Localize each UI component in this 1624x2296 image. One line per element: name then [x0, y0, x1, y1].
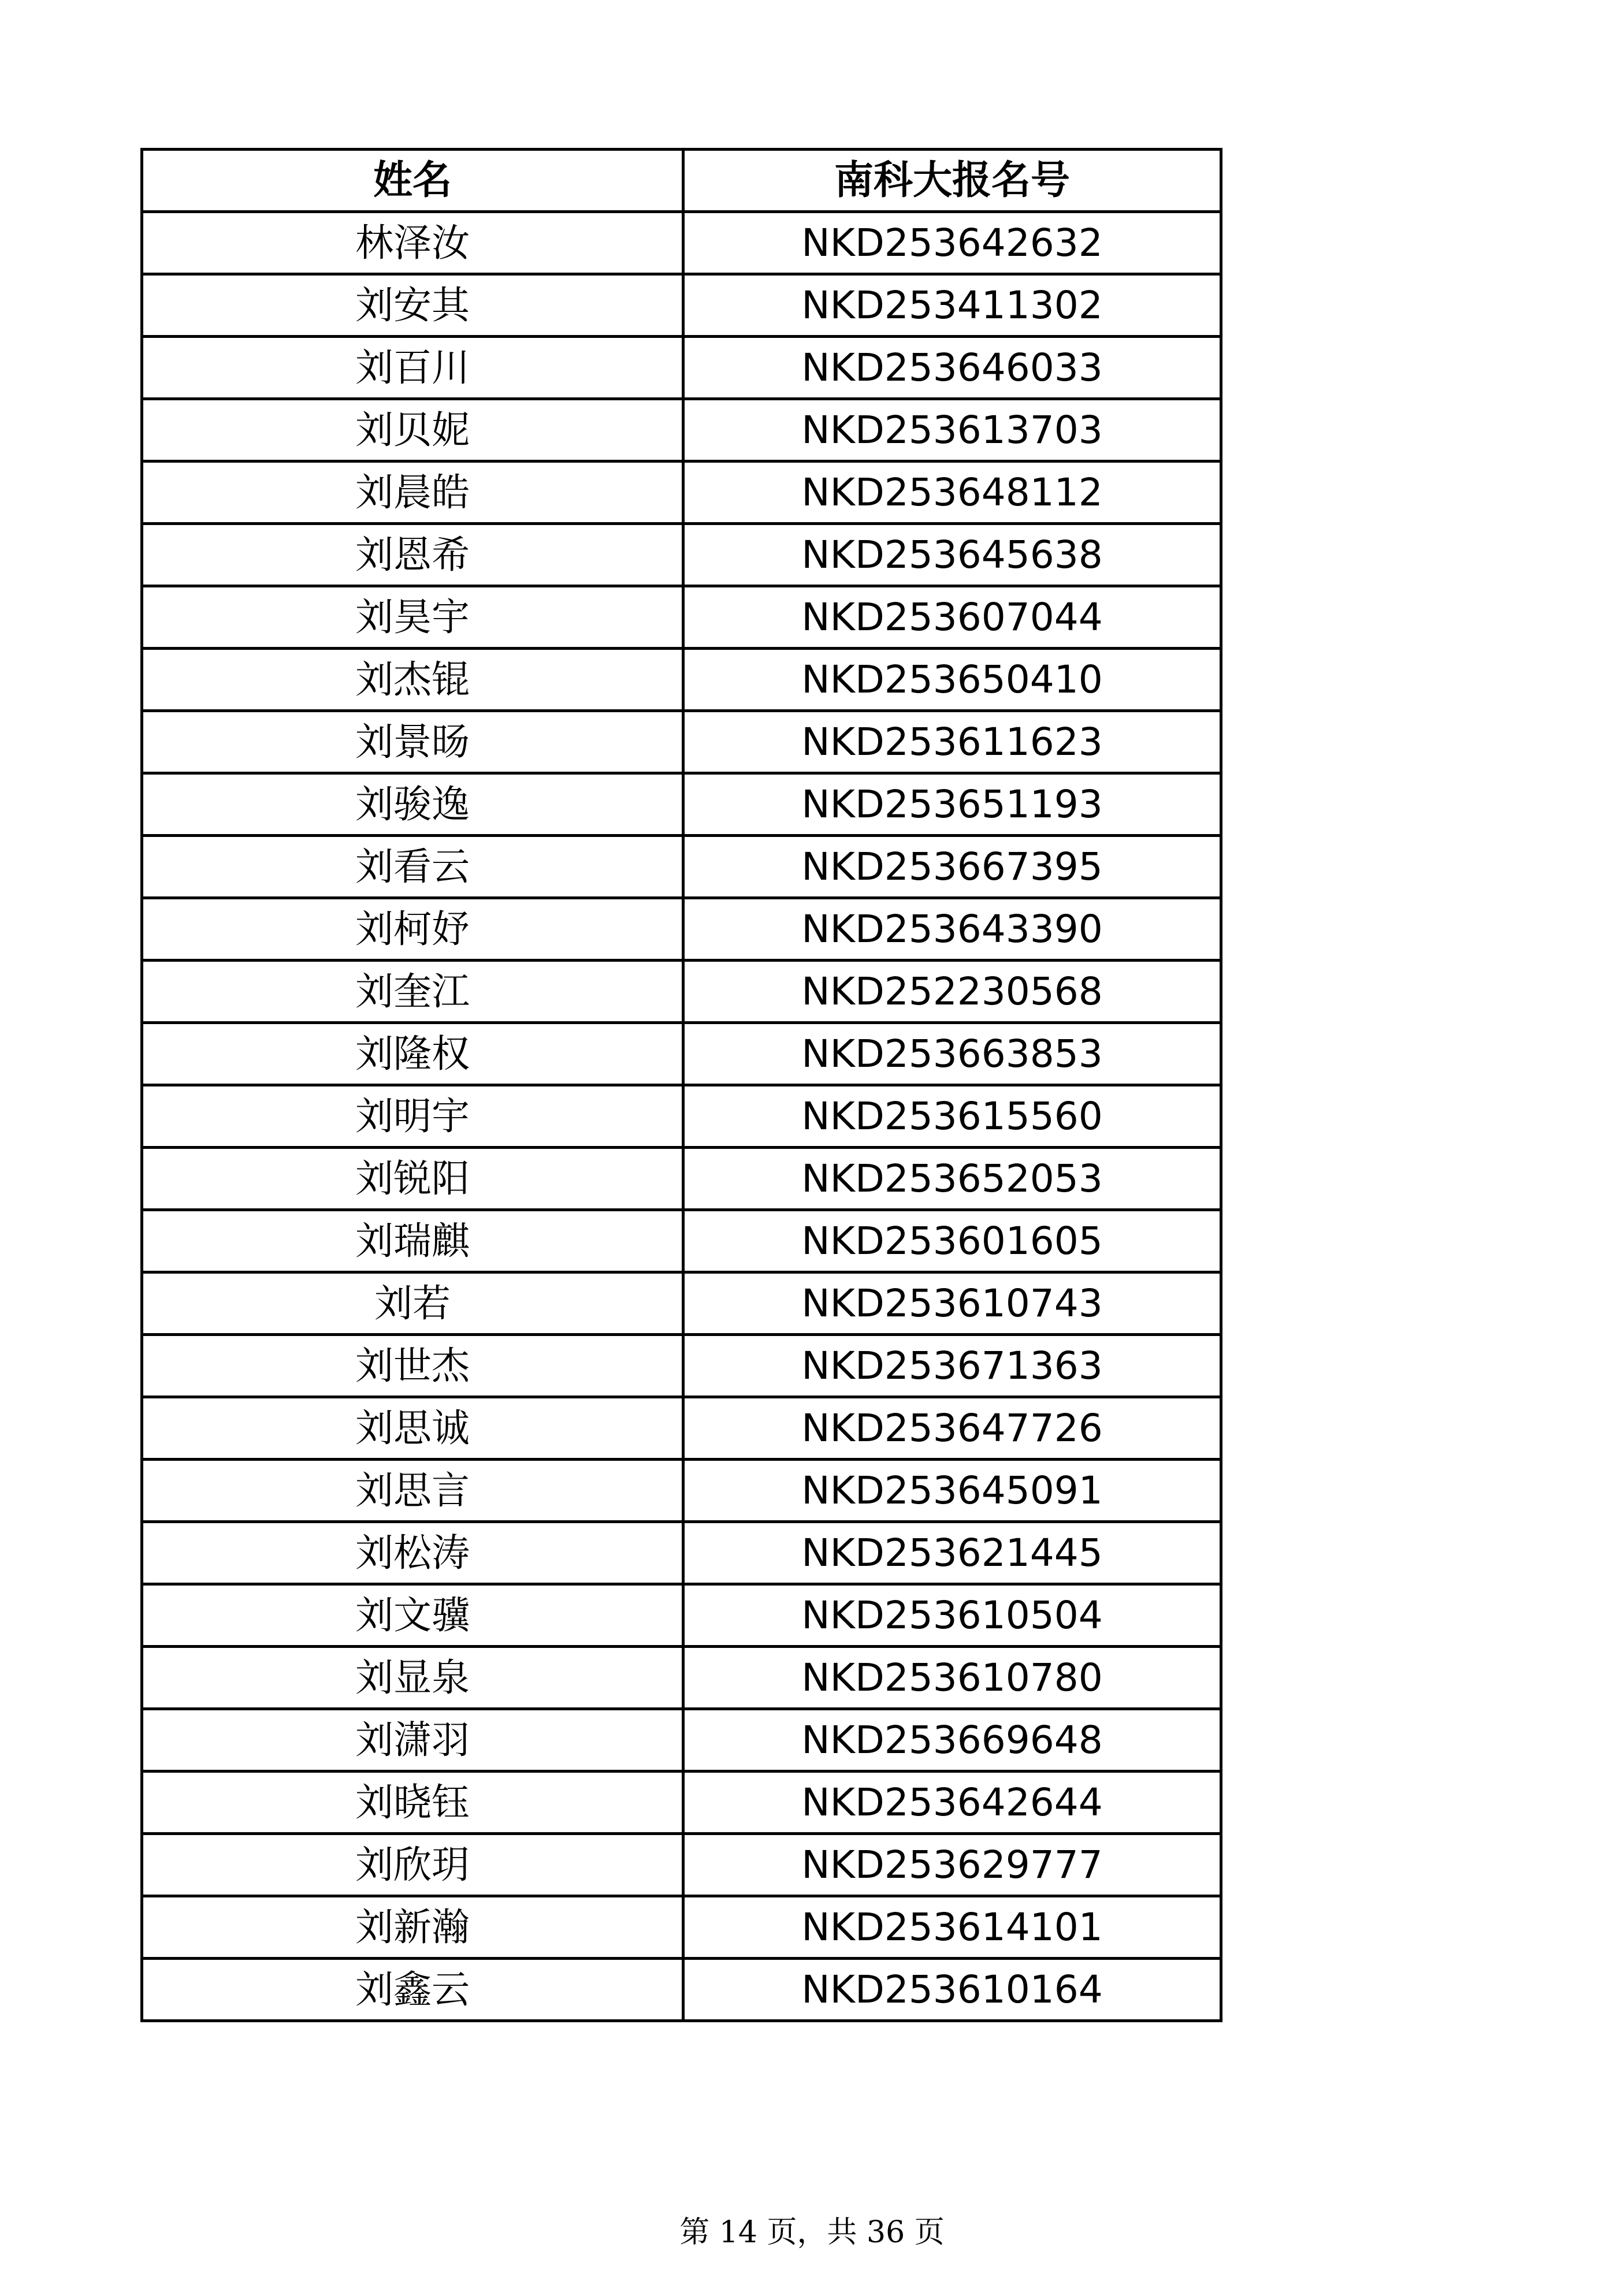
registration-number: NKD253650410 — [683, 649, 1221, 711]
registration-number: NKD253601605 — [683, 1210, 1221, 1272]
registration-number: NKD253645638 — [683, 524, 1221, 586]
table-row — [142, 773, 1221, 836]
table-row — [142, 1709, 1221, 1772]
student-name: 刘晨皓 — [142, 462, 683, 524]
registration-number: NKD253411302 — [683, 274, 1221, 337]
registration-number: NKD253613703 — [683, 399, 1221, 462]
header-registration-number: 南科大报名号 — [683, 150, 1221, 212]
student-name: 林泽汝 — [142, 212, 683, 274]
registration-number: NKD253663853 — [683, 1023, 1221, 1085]
table-row — [142, 337, 1221, 399]
header-name: 姓名 — [142, 150, 683, 212]
student-name: 刘柯妤 — [142, 898, 683, 961]
table-row — [142, 711, 1221, 773]
registration-number: NKD253669648 — [683, 1709, 1221, 1772]
table-row — [142, 836, 1221, 898]
student-name: 刘松涛 — [142, 1522, 683, 1584]
table-row — [142, 212, 1221, 274]
table-row — [142, 1023, 1221, 1085]
student-name: 刘若 — [142, 1272, 683, 1335]
student-name: 刘欣玥 — [142, 1834, 683, 1896]
registration-number: NKD253652053 — [683, 1148, 1221, 1210]
table-row — [142, 1148, 1221, 1210]
registration-number: NKD253642632 — [683, 212, 1221, 274]
registration-number: NKD252230568 — [683, 961, 1221, 1023]
table-body — [142, 212, 1221, 2021]
student-name: 刘新瀚 — [142, 1896, 683, 1959]
registration-number: NKD253611623 — [683, 711, 1221, 773]
registration-number: NKD253610504 — [683, 1584, 1221, 1647]
table-row — [142, 399, 1221, 462]
student-name: 刘显泉 — [142, 1647, 683, 1709]
student-name: 刘杰锟 — [142, 649, 683, 711]
student-name: 刘鑫云 — [142, 1959, 683, 2021]
student-name: 刘奎江 — [142, 961, 683, 1023]
table-row — [142, 274, 1221, 337]
table-row — [142, 961, 1221, 1023]
registration-number: NKD253610164 — [683, 1959, 1221, 2021]
student-name: 刘贝妮 — [142, 399, 683, 462]
table-row — [142, 898, 1221, 961]
student-name: 刘晓钰 — [142, 1772, 683, 1834]
student-name: 刘思言 — [142, 1460, 683, 1522]
table-row — [142, 1460, 1221, 1522]
table-row — [142, 1834, 1221, 1896]
student-name: 刘恩希 — [142, 524, 683, 586]
registration-number: NKD253615560 — [683, 1085, 1221, 1148]
registration-number: NKD253645091 — [683, 1460, 1221, 1522]
registration-number: NKD253607044 — [683, 586, 1221, 649]
student-name: 刘思诚 — [142, 1397, 683, 1460]
student-name: 刘瑞麒 — [142, 1210, 683, 1272]
roster-table — [140, 148, 1222, 2022]
table-row — [142, 462, 1221, 524]
table-row — [142, 1210, 1221, 1272]
table-row — [142, 1397, 1221, 1460]
student-name: 刘世杰 — [142, 1335, 683, 1397]
table-row — [142, 524, 1221, 586]
table-row — [142, 1584, 1221, 1647]
student-name: 刘安其 — [142, 274, 683, 337]
page-footer: 第 14 页，共 36 页 — [679, 2215, 945, 2250]
student-name: 刘昊宇 — [142, 586, 683, 649]
student-name: 刘百川 — [142, 337, 683, 399]
registration-number: NKD253614101 — [683, 1896, 1221, 1959]
student-name: 刘锐阳 — [142, 1148, 683, 1210]
table-row — [142, 1085, 1221, 1148]
table-row — [142, 1522, 1221, 1584]
registration-number: NKD253629777 — [683, 1834, 1221, 1896]
student-name: 刘看云 — [142, 836, 683, 898]
registration-number: NKD253651193 — [683, 773, 1221, 836]
student-name: 刘骏逸 — [142, 773, 683, 836]
student-name: 刘隆权 — [142, 1023, 683, 1085]
student-name: 刘景旸 — [142, 711, 683, 773]
registration-number: NKD253646033 — [683, 337, 1221, 399]
table-row — [142, 1959, 1221, 2021]
registration-number: NKD253667395 — [683, 836, 1221, 898]
registration-number: NKD253648112 — [683, 462, 1221, 524]
registration-number: NKD253642644 — [683, 1772, 1221, 1834]
table-row — [142, 1272, 1221, 1335]
registration-number: NKD253610743 — [683, 1272, 1221, 1335]
table-row — [142, 1772, 1221, 1834]
table-row — [142, 586, 1221, 649]
table-header-row — [142, 150, 1221, 212]
registration-number: NKD253643390 — [683, 898, 1221, 961]
registration-number: NKD253647726 — [683, 1397, 1221, 1460]
table-row — [142, 1896, 1221, 1959]
table-row — [142, 649, 1221, 711]
registration-number: NKD253671363 — [683, 1335, 1221, 1397]
student-name: 刘文骥 — [142, 1584, 683, 1647]
student-name: 刘潇羽 — [142, 1709, 683, 1772]
registration-number: NKD253621445 — [683, 1522, 1221, 1584]
table-row — [142, 1335, 1221, 1397]
table-row — [142, 1647, 1221, 1709]
registration-number: NKD253610780 — [683, 1647, 1221, 1709]
student-name: 刘明宇 — [142, 1085, 683, 1148]
